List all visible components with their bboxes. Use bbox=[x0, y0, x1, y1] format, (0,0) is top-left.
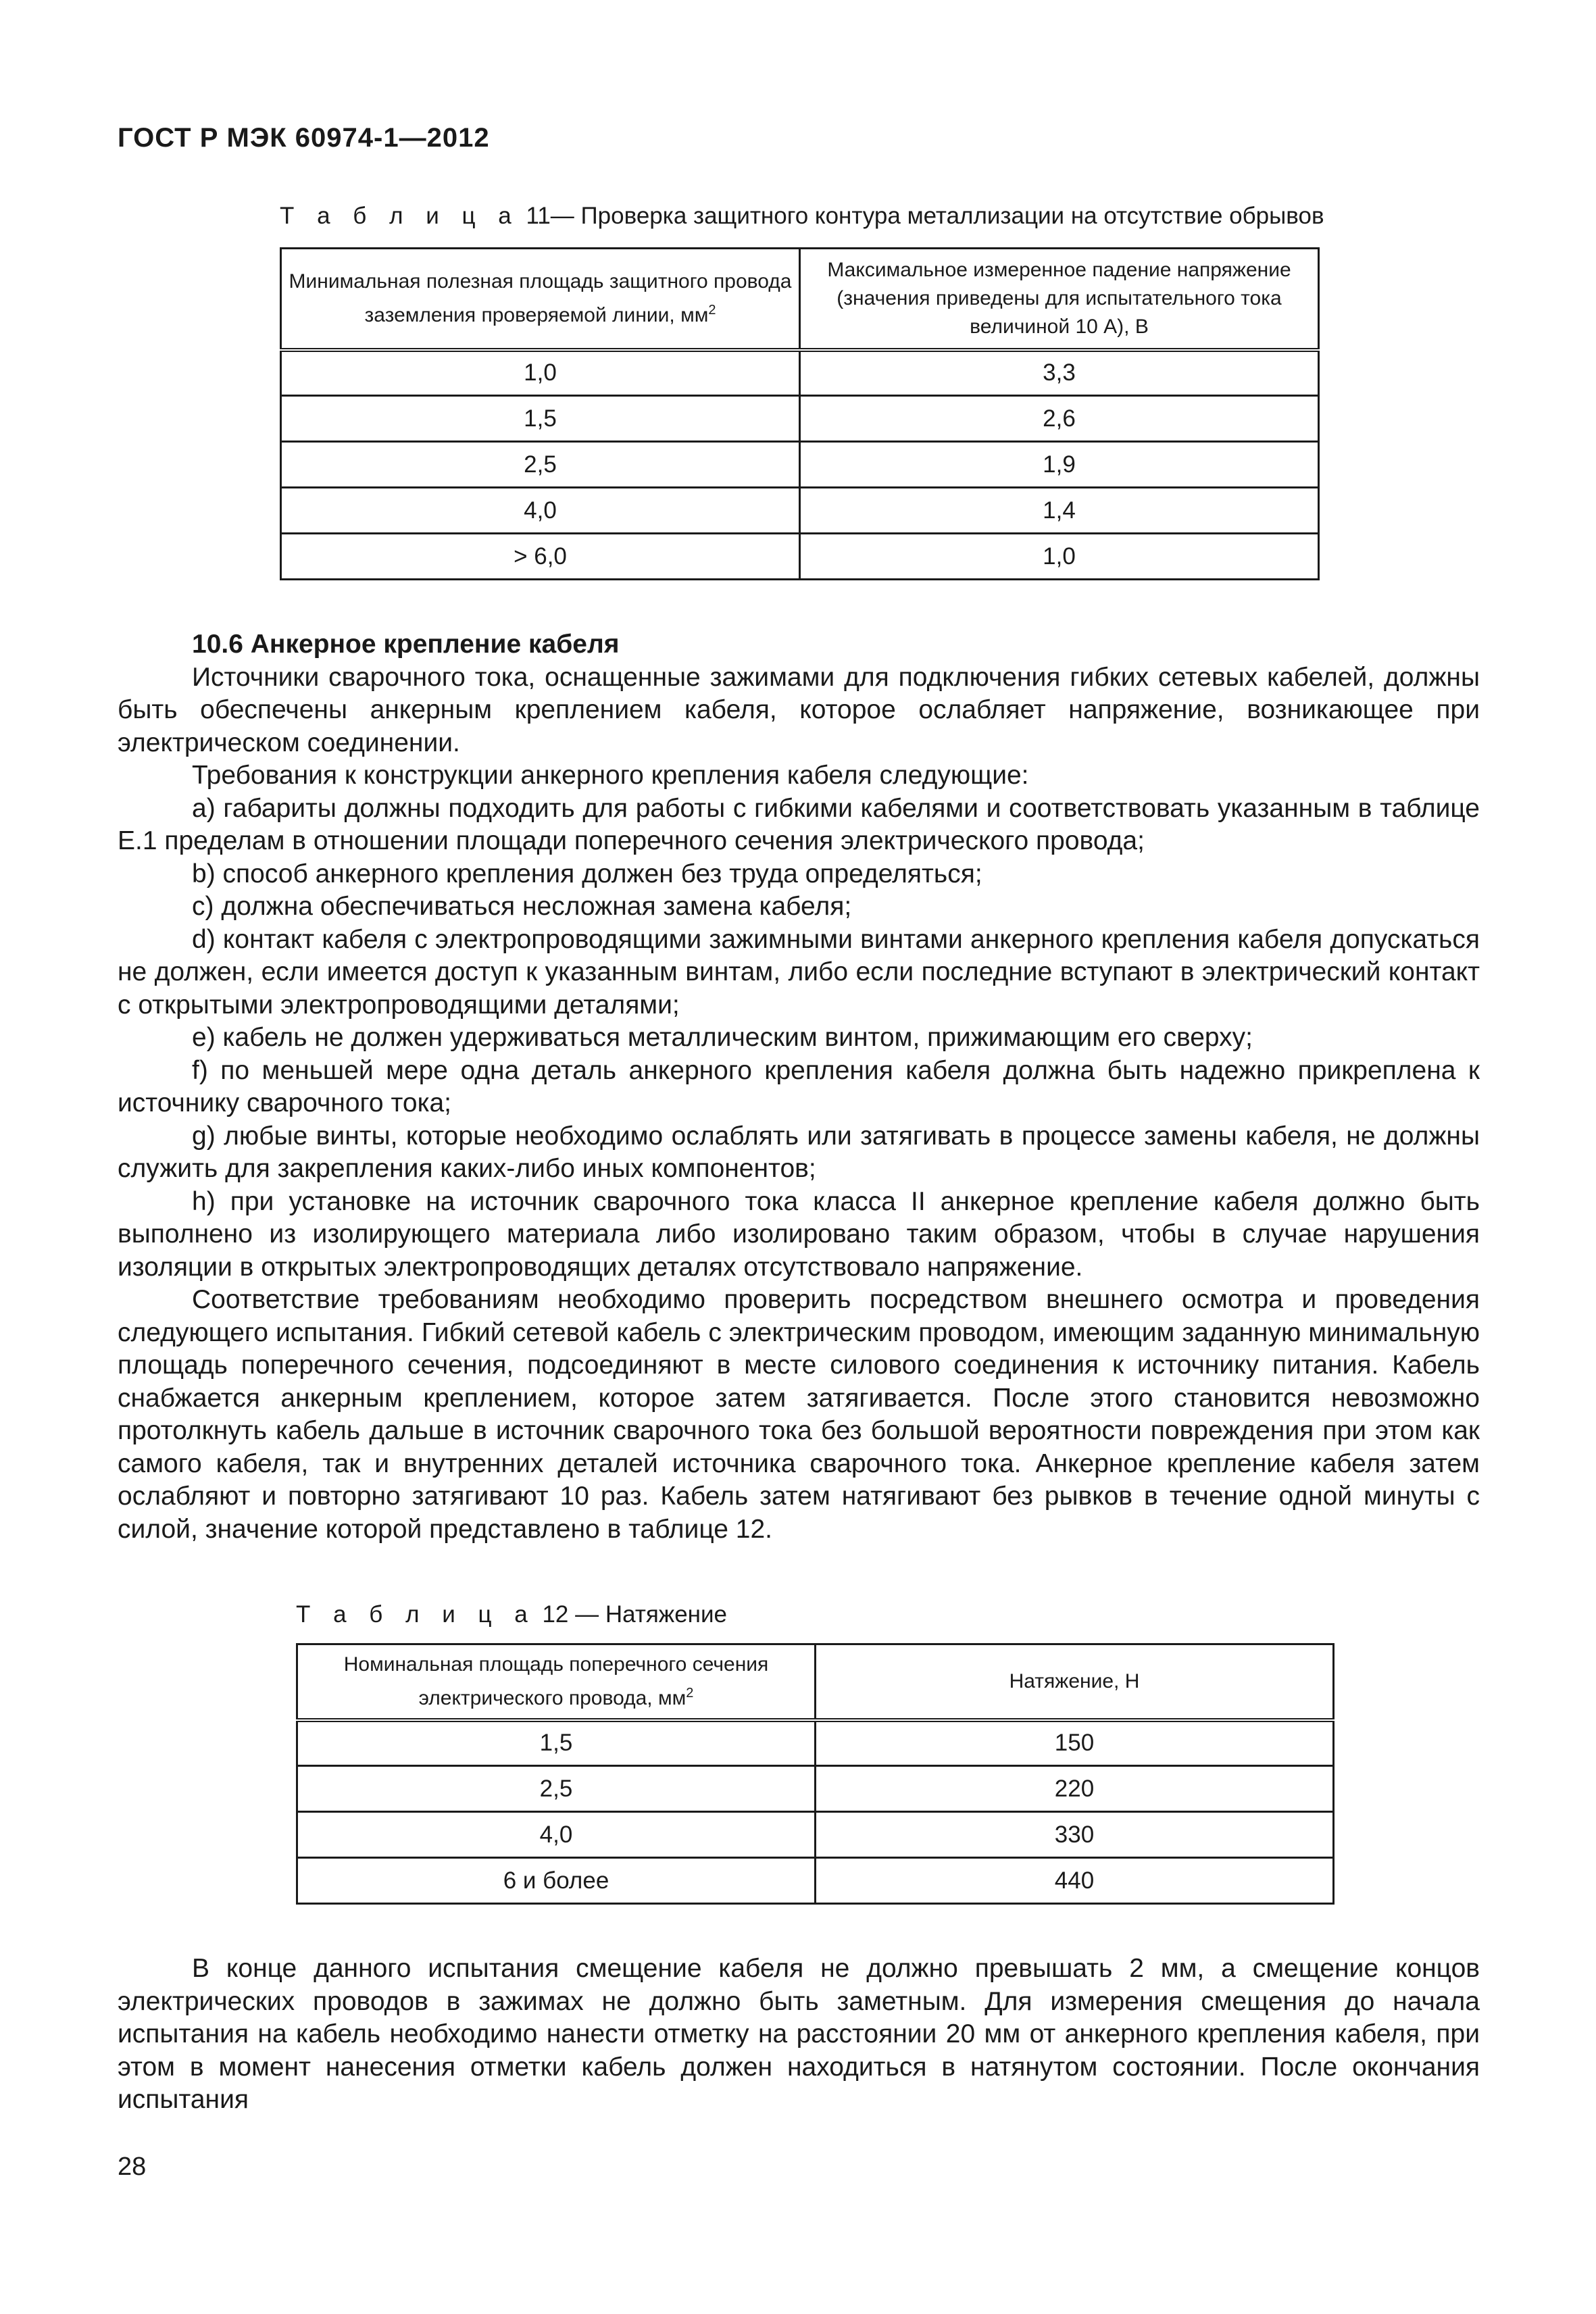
table-12-caption-text: 12 — Натяжение bbox=[542, 1601, 728, 1628]
table-11-caption-label: Т а б л и ц а bbox=[280, 203, 520, 229]
table-12-header-tension: Натяжение, Н bbox=[816, 1644, 1334, 1720]
table-row: 6 и более 440 bbox=[297, 1858, 1334, 1904]
paragraph: Источники сварочного тока, оснащенные зажимами для подключения гибких сетевых кабелей, должны быть обеспечены анкерным креплением кабеля, которое ослабляет напряжение, возникающее при электрическом соединении. bbox=[118, 662, 1480, 757]
table-row: 4,0 330 bbox=[297, 1812, 1334, 1858]
paragraph: В конце данного испытания смещение кабеля не должно превышать 2 мм, а смещение концов электрических проводов в зажимах не должно быть заметным. Для измерения смещения до начала испытания на кабель необходимо нанести отметку на расстоянии 20 мм от анкерного крепления кабеля, при этом в момент нанесения отметки кабель должен находиться в натянутом состоянии. После окончания испытания bbox=[118, 1954, 1480, 2114]
paragraph: h) при установке на источник сварочного тока класса II анкерное крепление кабеля должно быть выполнено из изолирующего материала либо изолировано таким образом, чтобы в случае нарушения изоляции в открытых электропроводящих деталях отсутствовало напряжение. bbox=[118, 1186, 1480, 1282]
document-header: ГОСТ Р МЭК 60974-1—2012 bbox=[118, 123, 490, 153]
paragraph: b) способ анкерного крепления должен без труда определяться; bbox=[192, 859, 982, 888]
paragraph: d) контакт кабеля с электропроводящими зажимными винтами анкерного крепления кабеля допускаться не должен, если имеется доступ к указанным винтам, либо если последние вступают в электрический контакт с открытыми электропроводящими деталями; bbox=[118, 924, 1480, 1020]
table-12 bbox=[296, 1643, 1335, 1905]
closing-text bbox=[118, 1953, 1480, 2117]
table-11-header-drop: Максимальное измеренное падение напряжение (значения приведены для испытательного тока величиной 10 А), В bbox=[800, 249, 1319, 350]
paragraph: g) любые винты, которые необходимо ослаблять или затягивать в процессе замены кабеля, не должны служить для закрепления каких-либо иных компонентов; bbox=[118, 1121, 1480, 1183]
paragraph: c) должна обеспечиваться несложная замена кабеля; bbox=[192, 892, 852, 921]
paragraph: f) по меньшей мере одна деталь анкерного крепления кабеля должна быть надежно прикреплена к источнику сварочного тока; bbox=[118, 1055, 1480, 1117]
table-row: > 6,0 1,0 bbox=[281, 534, 1319, 580]
paragraph: e) кабель не должен удерживаться металлическим винтом, прижимающим его сверху; bbox=[192, 1023, 1253, 1052]
table-row: 4,0 1,4 bbox=[281, 488, 1319, 534]
paragraph: Требования к конструкции анкерного крепления кабеля следующие: bbox=[192, 761, 1029, 790]
paragraph: a) габариты должны подходить для работы с гибкими кабелями и соответствовать указанным в таблице Е.1 пределам в отношении площади поперечного сечения электрического провода; bbox=[118, 793, 1480, 855]
table-11 bbox=[280, 247, 1320, 580]
table-11-caption-text: 11— Проверка защитного контура металлизации на отсутствие обрывов bbox=[526, 203, 1324, 229]
table-row: 1,5 150 bbox=[297, 1720, 1334, 1766]
table-12-caption bbox=[296, 1601, 727, 1628]
page-number: 28 bbox=[118, 2153, 147, 2181]
table-row: 1,5 2,6 bbox=[281, 396, 1319, 442]
table-row: 2,5 220 bbox=[297, 1766, 1334, 1812]
table-row: 2,5 1,9 bbox=[281, 442, 1319, 488]
section-10-6 bbox=[118, 628, 1480, 1546]
table-12-header-area: Номинальная площадь поперечного сечения электрического провода, $мм^2$ bbox=[297, 1644, 816, 1720]
table-11-caption bbox=[280, 203, 1324, 230]
table-row: 1,0 3,3 bbox=[281, 350, 1319, 396]
table-11-header-area: Минимальная полезная площадь защитного провода заземления проверяемой линии, $мм^2$ bbox=[281, 249, 800, 350]
section-heading: 10.6 Анкерное крепление кабеля bbox=[192, 630, 620, 659]
paragraph: Соответствие требованиям необходимо проверить посредством внешнего осмотра и проведения следующего испытания. Гибкий сетевой кабель с электрическим проводом, имеющим заданную минимальную площадь поперечного сечения, подсоединяют в месте силового соединения к источнику питания. Кабель снабжается анкерным креплением, которое затем затягивается. После этого становится невозможно протолкнуть кабель дальше в источник сварочного тока без большой вероятности повреждения при этом как самого кабеля, так и внутренних деталей источника сварочного тока. Анкерное крепление кабеля затем ослабляют и повторно затягивают 10 раз. Кабель затем натягивают без рывков в течение одной минуты с силой, значение которой представлено в таблице 12. bbox=[118, 1285, 1480, 1544]
table-12-caption-label: Т а б л и ц а bbox=[296, 1601, 536, 1628]
